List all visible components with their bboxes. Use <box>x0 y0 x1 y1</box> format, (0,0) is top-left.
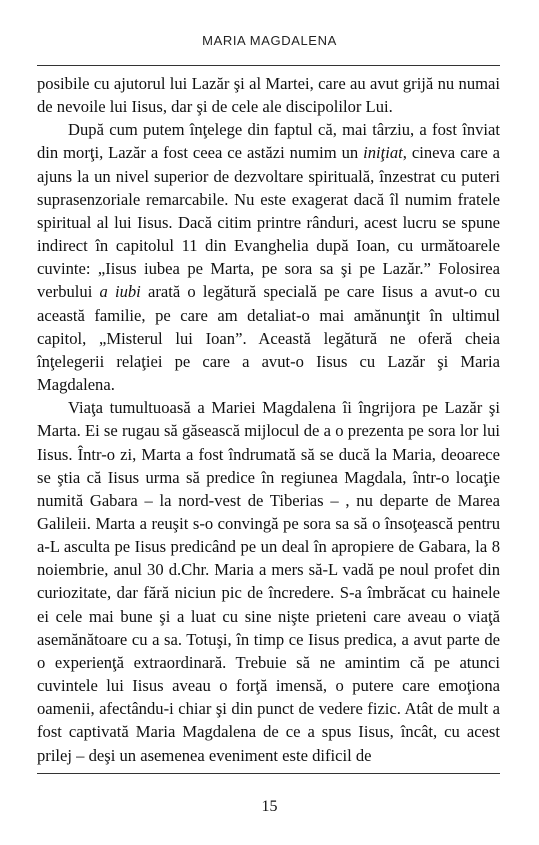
paragraph-mary-magdalene-life: Viaţa tumultuoasă a Mariei Magdalena îi îngrijora pe Lazăr şi Marta. Ei se rugau să găsească mijlocul de a o prezenta pe sora lor lui Iisus. Într-o zi, Marta a fost îndrumată să se ducă la Maria, deoarece se ştia că Iisus urma să predice în regiunea Magdala, într-o locaţie numită Gabara – la nord-vest de Tiberias – , nu departe de Marea Galileii. Marta a reuşit s-o convingă pe sora sa să o însoţească pentru a-L asculta pe Iisus predicând pe un deal în apropiere de Gabara, la 8 noiembrie, anul 30 d.Chr. Maria a mers să-L vadă pe noul profet din curiozitate, dar fără niciun pic de încredere. S-a îmbrăcat cu hainele ei cele mai bune şi a luat cu sine nişte prieteni care aveau o viaţă asemănătoare cu a sa. Totuşi, în timp ce Iisus predica, a avut parte de o experienţă extraordinară. Trebuie să ne amintim că pe atunci cuvintele lui Iisus aveau o forţă imensă, o putere care emoţiona oamenii, afectându-i chiar şi din punct de vedere fizic. Atât de mult a fost captivată Maria Magdalena de ce a spus Iisus, încât, cu acest prilej – deşi un asemenea eveniment este dificil de <box>37 398 500 765</box>
paragraph-lazarus-initiate <box>37 118 500 396</box>
header-divider <box>37 65 500 66</box>
page-body <box>37 72 500 767</box>
italic-term-a-iubi: a iubi <box>99 282 141 302</box>
paragraph-text: După cum putem înţelege din faptul că, mai târziu, a fost înviat din morţi, Lazăr a fost ceea ce astăzi numim un <box>37 120 500 163</box>
running-header: MARIA MAGDALENA <box>202 33 337 48</box>
page-number: 15 <box>261 798 278 815</box>
italic-term-initiat: iniţiat <box>363 143 403 163</box>
paragraph-text: , cineva care a ajuns la un nivel superior de dezvoltare spirituală, înzestrat cu puteri suprasenzoriale remarcabile. Nu este exagerat dacă îl numim fratele spiritual al lui Iisus. Dacă citim printre rânduri, acest lucru se spune indirect în capitolul 11 din Evanghelia după Ioan, cu următoarele cuvinte: „Iisus iubea pe Marta, pe sora sa şi pe Lazăr.” Folosirea verbului <box>37 143 500 302</box>
paragraph-continuation: posibile cu ajutorul lui Lazăr şi al Martei, care au avut grijă nu numai de nevoile lui Iisus, dar şi de cele ale discipolilor Lui. <box>37 74 500 117</box>
footer-divider <box>37 773 500 774</box>
paragraph-text: arată o legătură specială pe care Iisus a avut-o cu această familie, pe care am detaliat-o mai amănunţit în ultimul capitol, „Misterul lui Ioan”. Această legătură ne oferă cheia înţelegerii relaţiei pe care a avut-o Iisus cu Lazăr şi Maria Magdalena. <box>37 282 501 395</box>
